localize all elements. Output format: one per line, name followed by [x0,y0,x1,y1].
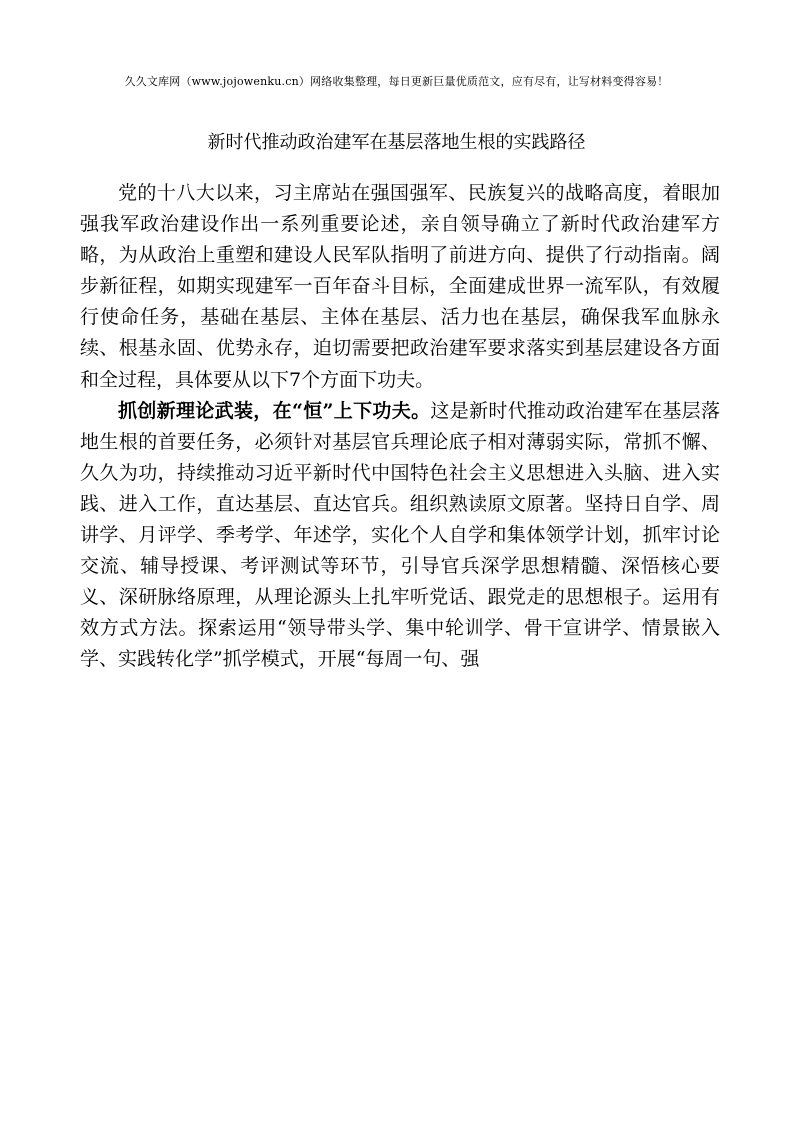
source-note: 久久文库网（www.jojowenku.cn）网络收集整理，每日更新巨量优质范文，应有尽有，让写材料变得容易！ [124,75,669,88]
paragraph-theory-armament [80,396,720,676]
document-body [80,178,720,676]
paragraph-intro-text: 党的十八大以来，习主席站在强国强军、民族复兴的战略高度，着眼加强我军政治建设作出一系列重要论述，亲自领导确立了新时代政治建军方略，为从政治上重塑和建设人民军队指明了前进方向、提供了行动指南。阔步新征程，如期实现建军一百年奋斗目标，全面建成世界一流军队，有效履行使命任务，基础在基层、主体在基层、活力也在基层，确保我军血脉永续、根基永固、优势永存，迫切需要把政治建军要求落实到基层建设各方面和全过程，具体要从以下7个方面下功夫。 [80,182,720,391]
paragraph-intro [80,178,720,396]
paragraph-theory-armament-text: 这是新时代推动政治建军在基层落地生根的首要任务，必须针对基层官兵理论底子相对薄弱实际，常抓不懈、久久为功，持续推动习近平新时代中国特色社会主义思想进入头脑、进入实践、进入工作，直达基层、直达官兵。组织熟读原文原著。坚持日自学、周讲学、月评学、季考学、年述学，实化个人自学和集体领学计划，抓牢讨论交流、辅导授课、考评测试等环节，引导官兵深学思想精髓、深悟核心要义、深研脉络原理，从理论源头上扎牢听党话、跟党走的思想根子。运用有效方式方法。探索运用“领导带头学、集中轮训学、骨干宣讲学、情景嵌入学、实践转化学”抓学模式，开展“每周一句、强 [80,399,720,671]
document-title: 新时代推动政治建军在基层落地生根的实践路径 [207,132,586,153]
paragraph-lead-heading: 抓创新理论武装，在“恒”上下功夫。 [118,399,431,422]
